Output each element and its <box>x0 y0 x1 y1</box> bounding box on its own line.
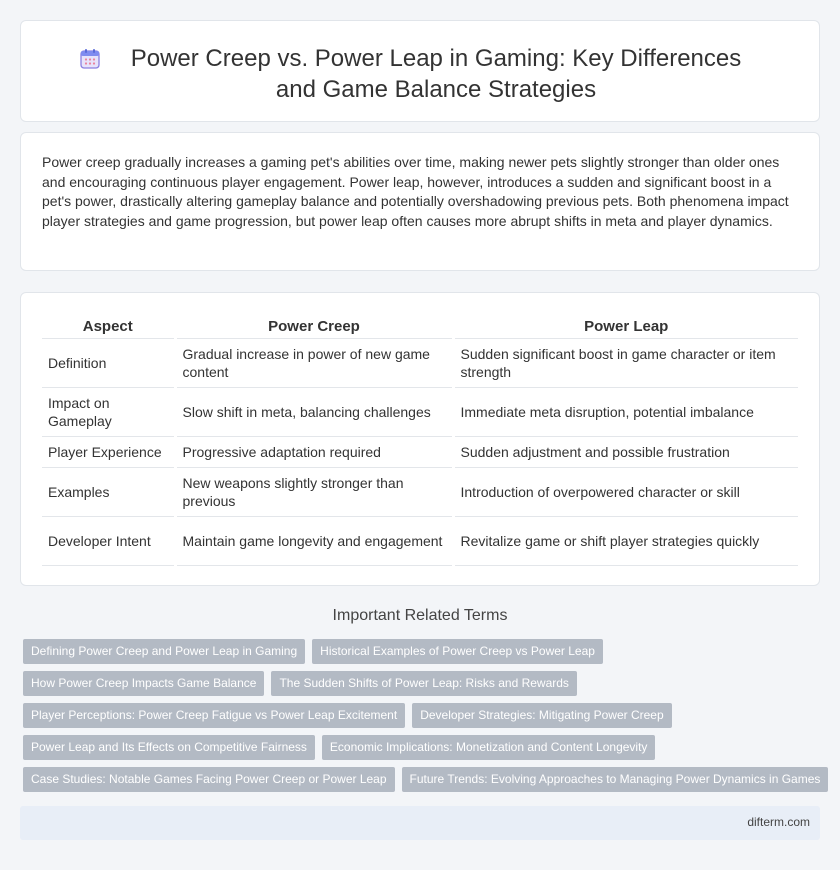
table-row <box>42 338 798 387</box>
comparison-table-card <box>20 292 820 586</box>
related-term-link[interactable]: Future Trends: Evolving Approaches to Managing Power Dynamics in Games <box>402 767 829 792</box>
related-terms-heading: Important Related Terms <box>332 607 508 624</box>
table-cell: Gradual increase in power of new game content <box>175 338 453 387</box>
title-card <box>20 20 820 122</box>
table-row <box>42 387 798 436</box>
related-term-link[interactable]: Case Studies: Notable Games Facing Power Creep or Power Leap <box>23 767 395 792</box>
table-cell: Sudden adjustment and possible frustration <box>453 436 798 467</box>
table-row <box>42 467 798 516</box>
title-wrap <box>21 43 819 105</box>
tag-row <box>23 671 823 696</box>
related-term-link[interactable]: Player Perceptions: Power Creep Fatigue vs Power Leap Excitement <box>23 703 405 728</box>
related-term-link[interactable]: Defining Power Creep and Power Leap in Gaming <box>23 639 305 664</box>
table-header-power-creep: Power Creep <box>175 313 453 338</box>
table-cell: Examples <box>42 467 175 516</box>
tag-row <box>23 639 823 664</box>
table-cell: Maintain game longevity and engagement <box>175 516 453 565</box>
related-term-link[interactable]: How Power Creep Impacts Game Balance <box>23 671 264 696</box>
table-cell: Developer Intent <box>42 516 175 565</box>
table-cell: Introduction of overpowered character or skill <box>453 467 798 516</box>
table-row <box>42 516 798 565</box>
table-cell: Definition <box>42 338 175 387</box>
table-cell: New weapons slightly stronger than previous <box>175 467 453 516</box>
table-cell: Impact on Gameplay <box>42 387 175 436</box>
tag-row <box>23 767 823 792</box>
related-term-link[interactable]: Historical Examples of Power Creep vs Power Leap <box>312 639 603 664</box>
page-title: Power Creep vs. Power Leap in Gaming: Key Differences and Game Balance Strategies <box>130 45 742 103</box>
table-header-power-leap: Power Leap <box>453 313 798 338</box>
footer <box>20 806 820 840</box>
related-term-link[interactable]: Economic Implications: Monetization and Content Longevity <box>322 735 656 760</box>
related-term-link[interactable]: Power Leap and Its Effects on Competitive Fairness <box>23 735 315 760</box>
table-header-row <box>42 313 798 338</box>
table-cell: Slow shift in meta, balancing challenges <box>175 387 453 436</box>
table-header-aspect: Aspect <box>42 313 175 338</box>
table-cell: Immediate meta disruption, potential imbalance <box>453 387 798 436</box>
table-cell: Revitalize game or shift player strategies quickly <box>453 516 798 565</box>
calendar-icon <box>79 48 101 70</box>
intro-paragraph: Power creep gradually increases a gaming pet's abilities over time, making newer pets slightly stronger than older ones and encouraging continuous player engagement. Power leap, however, introduces a sudden and significant boost in a pet's power, drastically altering gameplay balance and potentially overshadowing previous pets. Both phenomena impact player strategies and game progression, but power leap often causes more abrupt shifts in meta and player dynamics. <box>42 154 789 229</box>
table-row <box>42 436 798 467</box>
table-cell: Progressive adaptation required <box>175 436 453 467</box>
related-term-link[interactable]: The Sudden Shifts of Power Leap: Risks and Rewards <box>271 671 577 696</box>
related-terms-list <box>23 639 823 799</box>
tag-row <box>23 703 823 728</box>
footer-site-link[interactable]: difterm.com <box>747 815 810 829</box>
intro-card <box>20 132 820 271</box>
related-term-link[interactable]: Developer Strategies: Mitigating Power Creep <box>412 703 671 728</box>
table-cell: Player Experience <box>42 436 175 467</box>
comparison-table <box>42 313 798 566</box>
table-cell: Sudden significant boost in game character or item strength <box>453 338 798 387</box>
tag-row <box>23 735 823 760</box>
